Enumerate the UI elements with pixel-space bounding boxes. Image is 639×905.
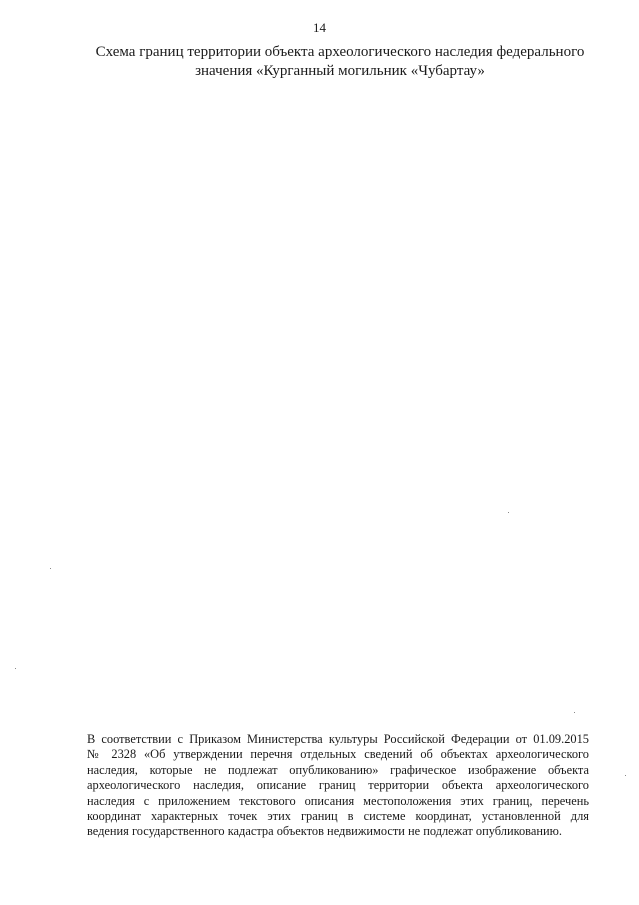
scan-speck <box>574 712 575 713</box>
notice-line-1: В соответствии с Приказом Министерства культуры Российской Федерации от 01.09.2015 <box>87 732 589 746</box>
publication-restriction-notice <box>87 732 589 840</box>
title-line-2: значения «Курганный могильник «Чубартау» <box>195 63 485 79</box>
page-number: 14 <box>313 20 326 35</box>
scan-speck <box>625 775 626 776</box>
notice-line-5: наследия с приложением текстового описания местоположения этих границ, перечень <box>87 793 589 808</box>
notice-line-2: № 2328 «Об утверждении перечня отдельных сведений об объектах археологического <box>87 747 589 762</box>
notice-line-4: археологического наследия, описание границ территории объекта археологического <box>87 778 589 793</box>
notice-line-6: координат характерных точек этих границ в системе координат, установленной для <box>87 808 589 823</box>
notice-line-7: ведения государственного кадастра объектов недвижимости не подлежат опубликованию. <box>87 824 562 839</box>
scan-speck <box>50 568 51 569</box>
scan-speck <box>15 668 16 669</box>
notice-line-3: наследия, которые не подлежат опубликованию» графическое изображение объекта <box>87 762 589 777</box>
page-title <box>40 43 639 81</box>
title-line-1: Схема границ территории объекта археологического наследия федерального <box>95 44 585 60</box>
scan-speck <box>508 512 509 513</box>
